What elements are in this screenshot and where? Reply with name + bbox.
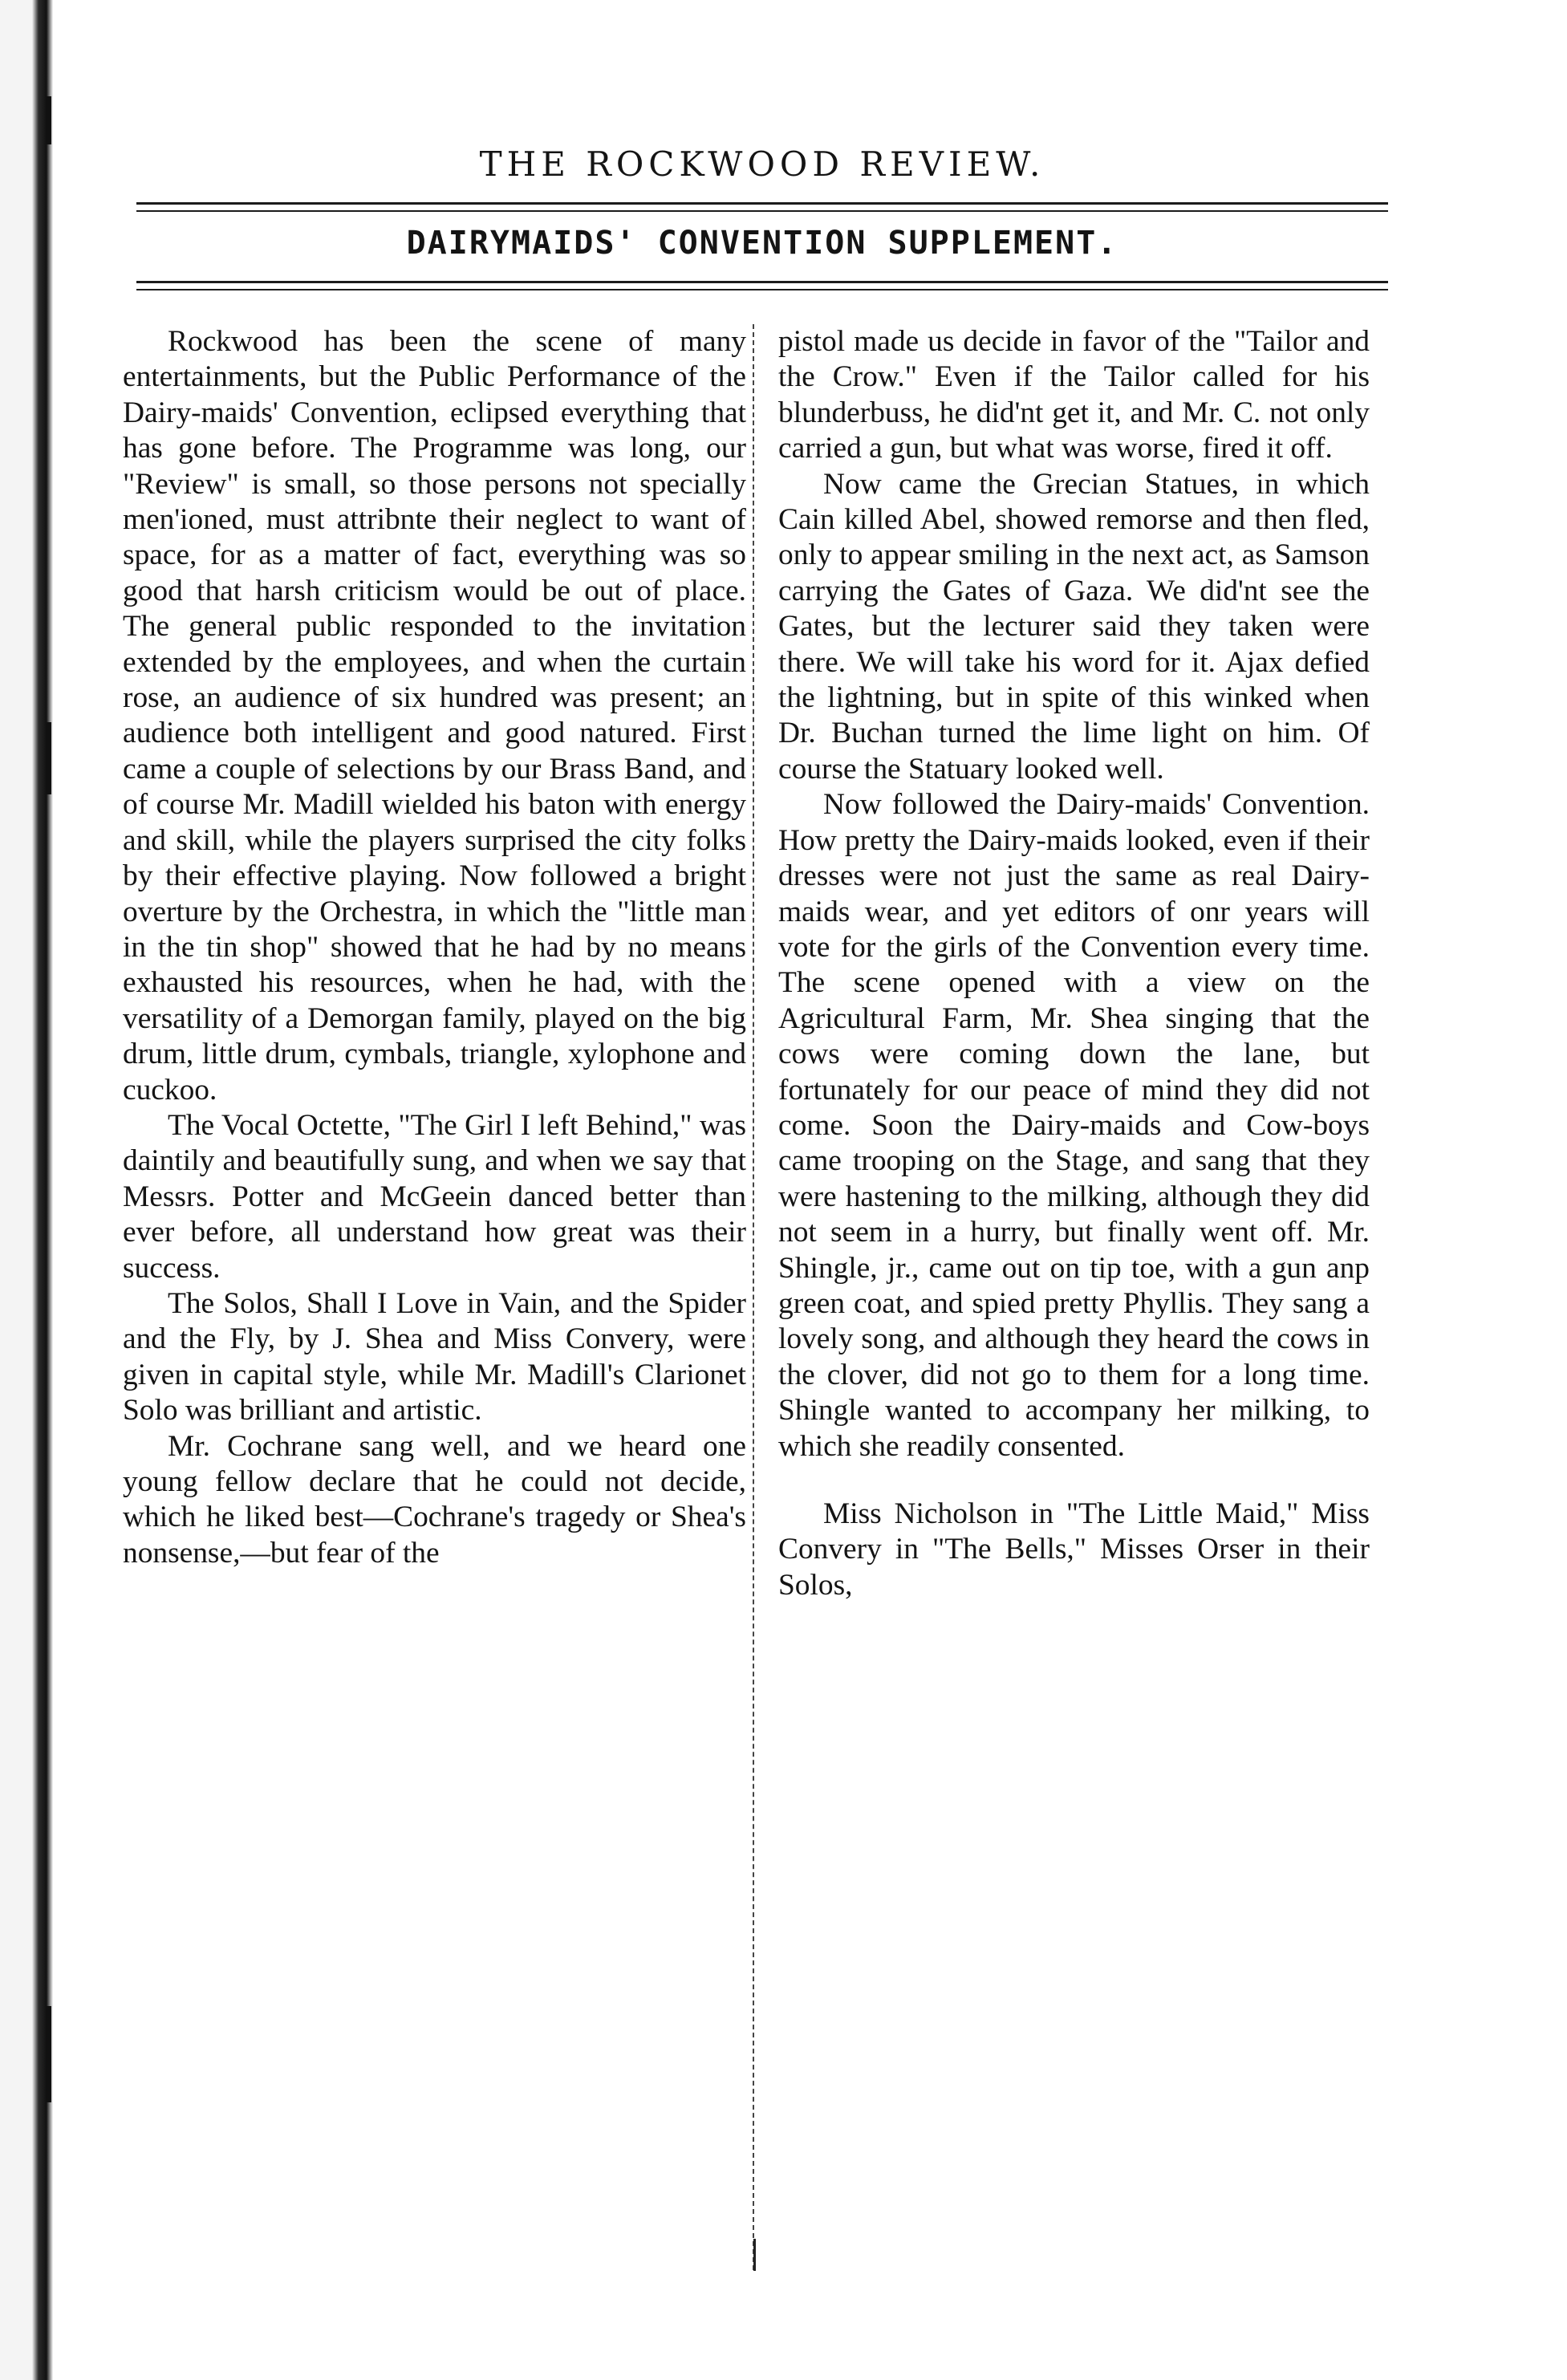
- right-column: [778, 324, 1370, 1603]
- header-rule-top: [136, 202, 1388, 205]
- header-rule-bottom: [136, 281, 1388, 283]
- spine-mark: [47, 2006, 51, 2102]
- paragraph: pistol made us decide in favor of the "Tailor and the Crow." Even if the Tailor called for his blunderbuss, he did'nt get it, and Mr. C. not only carried a gun, but what was worse, fired it off.: [778, 325, 1370, 465]
- paragraph: Mr. Cochrane sang well, and we heard one young fellow declare that he could not decide, which he liked best—Cochrane's tragedy or Shea's nonsense,—but fear of the: [123, 1429, 746, 1570]
- paragraph: Miss Nicholson in "The Little Maid," Miss Convery in "The Bells," Misses Orser in their Solos,: [778, 1497, 1370, 1602]
- column-divider: [753, 324, 754, 2270]
- spine-mark: [47, 96, 51, 144]
- header-rule-top-thin: [136, 210, 1388, 212]
- section-subtitle: DAIRYMAIDS' CONVENTION SUPPLEMENT.: [406, 225, 1118, 262]
- left-column: [123, 324, 746, 1571]
- spine-mark: [47, 722, 51, 794]
- paragraph: Rockwood has been the scene of many entertainments, but the Public Performance of the Dairy-maids' Convention, eclipsed everything that has gone before. The Programme was long, our "Review" is small, so those persons not specially men'ioned, must attribnte their neglect to want of space, for as a matter of fact, everything was so good that harsh criticism would be out of place. The general public responded to the invitation extended by the employees, and when the curtain rose, an audience of six hundred was present; an audience both intelligent and good natured. First came a couple of selections by our Brass Band, and of course Mr. Madill wielded his baton with energy and skill, while the players surprised the city folks by their effective playing. Now followed a bright overture by the Orchestra, in which the "little man in the tin shop" showed that he had by no means exhausted his resources, when he had, with the versatility of a Demorgan family, played on the big drum, little drum, cymbals, triangle, xylophone and cuckoo.: [123, 325, 746, 1107]
- paragraph: The Solos, Shall I Love in Vain, and the Spider and the Fly, by J. Shea and Miss Convery, were given in capital style, while Mr. Madill's Clarionet Solo was brilliant and artistic.: [123, 1286, 746, 1428]
- header-rule-bottom-thin: [136, 289, 1388, 290]
- page-header-title: THE ROCKWOOD REVIEW.: [479, 144, 1045, 184]
- paragraph: The Vocal Octette, "The Girl I left Behind," was daintily and beautifully sung, and when we say that Messrs. Potter and McGeein danced better than ever before, all understand how great was their success.: [123, 1108, 746, 1285]
- folio-mark: [753, 2239, 756, 2271]
- paragraph: Now followed the Dairy-maids' Convention. How pretty the Dairy-maids looked, even if their dresses were not just the same as real Dairy-maids wear, and yet editors of onr years will vote for the girls of the Convention every time. The scene opened with a view on the Agricultural Farm, Mr. Shea singing that the cows were coming down the lane, but fortunately for our peace of mind they did not come. Soon the Dairy-maids and Cow-boys came trooping on the Stage, and sang that they were hastening to the milking, although they did not seem in a hurry, but finally went off. Mr. Shingle, jr., came out on tip toe, with a gun anp green coat, and spied pretty Phyllis. They sang a lovely song, and although they heard the cows in the clover, did not go to them for a long time. Shingle wanted to accompany her milking, to which she readily consented.: [778, 788, 1370, 1463]
- book-spine-edge: [0, 0, 53, 2380]
- paragraph: Now came the Grecian Statues, in which Cain killed Abel, showed remorse and then fled, only to appear smiling in the next act, as Samson carrying the Gates of Gaza. We did'nt see the Gates, but the lecturer said they taken were there. We will take his word for it. Ajax defied the lightning, but in spite of this winked when Dr. Buchan turned the lime light on him. Of course the Statuary looked well.: [778, 467, 1370, 786]
